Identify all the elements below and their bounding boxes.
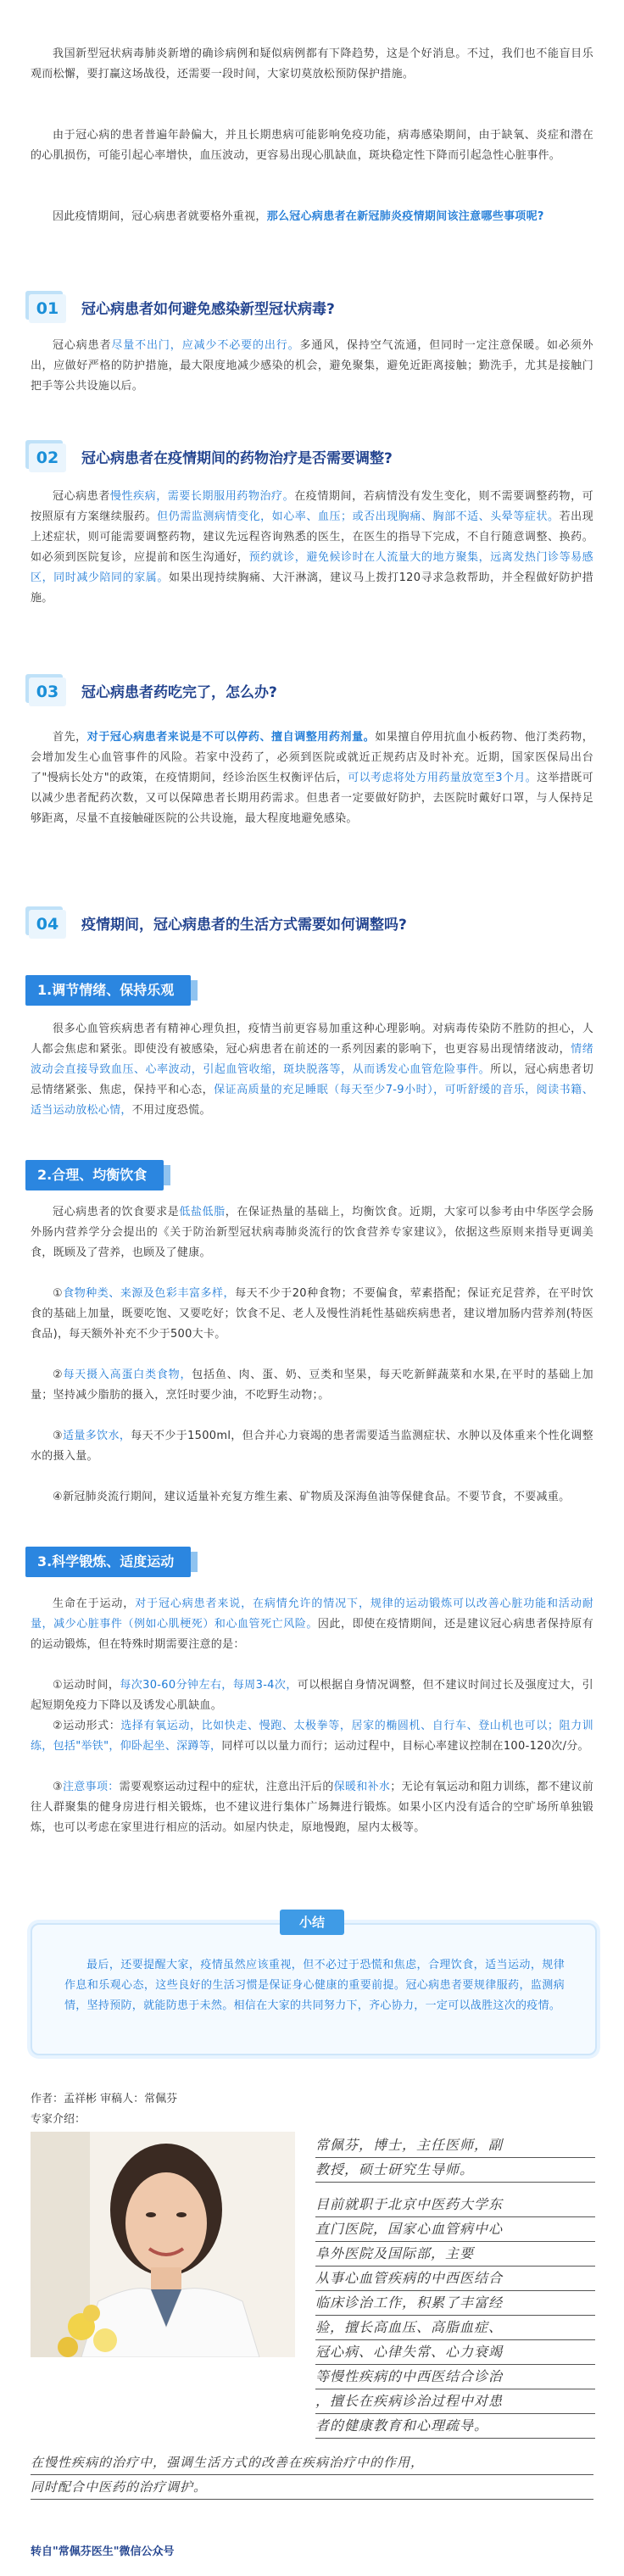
summary-tag: 小结 xyxy=(280,1910,344,1935)
exercise-item-2: ②运动形式：选择有氧运动，比如快走、慢跑、太极拳等，居家的椭圆机、自行车、登山机也可以；阻力训练，包括"举铁"，仰卧起坐、深蹲等，同样可以以量力而行；运动过程中，目标心率建议控制在100-120次/分。 xyxy=(31,1720,593,1753)
expert-bio-closing xyxy=(31,2451,593,2500)
diet-body: 冠心病患者的饮食要求是低盐低脂，在保证热量的基础上，均衡饮食。近期，大家可以参考由中华医学会肠外肠内营养学分会提出的《关于防治新型冠状病毒肺炎流行的饮食营养专家建议》，依据这些原则来指导更调美食，既顾及了营养，也顾及了健康。 xyxy=(31,1206,593,1259)
intro-question: 那么冠心病患者在新冠肺炎疫情期间该注意哪些事项呢? xyxy=(266,210,544,223)
section-04-title: 疫情期间，冠心病患者的生活方式需要如何调整吗? xyxy=(81,916,407,934)
expert-intro-label: 专家介绍： xyxy=(31,2113,86,2126)
bio-line: 直门医院，国家心血管病中心 xyxy=(315,2217,595,2242)
diet-item-4: ④新冠肺炎流行期间，建议适量补充复方维生素、矿物质及深海鱼油等保健食品。不要节食，不要减重。 xyxy=(53,1491,571,1503)
section-number-badge: 03 xyxy=(25,674,66,706)
section-04-header xyxy=(25,904,407,941)
section-01-body: 冠心病患者尽量不出门，应减少不必要的出行。多通风，保持空气流通，但同时一定注意保暖。如必须外出，应做好严格的防护措施，最大限度地减少感染的机会，避免聚集，避免近距离接触；勤洗手，尤其是接触门把手等公共设施以后。 xyxy=(31,339,593,393)
bio-line: 常佩芬，博士，主任医师，副 xyxy=(315,2133,595,2158)
subheading-emotion: 1.调节情绪、保持乐观 xyxy=(25,975,191,1006)
source-footer: 转自"常佩芬医生"微信公众号 xyxy=(31,2545,175,2558)
intro-paragraph-3: 因此疫情期间，冠心病患者就要格外重视，那么冠心病患者在新冠肺炎疫情期间该注意哪些事项呢? xyxy=(53,210,544,223)
section-02-header xyxy=(25,438,393,475)
author-line: 作者：孟祥彬 审稿人：常佩芬 xyxy=(31,2093,178,2105)
diet-item-1: ①食物种类、来源及色彩丰富多样，每天不少于20种食物；不要偏食，荤素搭配；保证充足营养，在平时饮食的基础上加量，既要吃饱、又要吃好；饮食不足、老人及慢性消耗性基础疾病患者，建议增加肠内营养剂(特医食品)，每天额外补充不少于500大卡。 xyxy=(31,1287,593,1341)
diet-item-3: ③适量多饮水，每天不少于1500ml，但合并心力衰竭的患者需要适当监测症状、水肿以及体重来个性化调整水的摄入量。 xyxy=(31,1430,593,1463)
emotion-body: 很多心血管疾病患者有精神心理负担，疫情当前更容易加重这种心理影响。对病毒传染防不胜防的担心，人人都会焦虑和紧张。即使没有被感染，冠心病患者在前述的一系列因素的影响下，也更容易出现情绪波动，情绪波动会直接导致血压、心率波动，引起血管收缩，斑块脱落等，从而诱发心血管危险事件。所以，冠心病患者切忌情绪紧张、焦虑，保持平和心态，保证高质量的充足睡眠（每天至少7-9小时），可听舒缓的音乐，阅读书籍、适当运动放松心情，不用过度恐慌。 xyxy=(31,1023,593,1117)
bio-line: 目前就职于北京中医药大学东 xyxy=(315,2193,595,2217)
bio-line: 在慢性疾病的治疗中，强调生活方式的改善在疾病治疗中的作用， xyxy=(31,2451,593,2475)
section-02-title: 冠心病患者在疫情期间的药物治疗是否需要调整? xyxy=(81,449,393,467)
intro-paragraph-1: 我国新型冠状病毒肺炎新增的确诊病例和疑似病例都有下降趋势，这是个好消息。不过，我们也不能盲目乐观而松懈，要打赢这场战役，还需要一段时间，大家切莫放松预防保护措施。 xyxy=(31,47,593,81)
subheading-diet: 2.合理、均衡饮食 xyxy=(25,1160,164,1190)
expert-bio-block xyxy=(315,2133,595,2439)
summary-box xyxy=(31,1923,597,2055)
bio-line: 冠心病、心律失常、心力衰竭 xyxy=(315,2340,595,2365)
bio-line: 等慢性疾病的中西医结合诊治 xyxy=(315,2365,595,2389)
bio-line: 同时配合中医药的治疗调护。 xyxy=(31,2475,593,2500)
section-03-header xyxy=(25,672,277,709)
bio-line: 阜外医院及国际部，主要 xyxy=(315,2242,595,2267)
exercise-item-3: ③注意事项：需要观察运动过程中的症状，注意出汗后的保暖和补水；无论有氧运动和阻力训练，都不建议前往人群聚集的健身房进行相关锻炼，也不建议进行集体广场舞进行锻炼。如果小区内没有适合的空旷场所单独锻炼，也可以考虑在家里进行相应的活动。如屋内快走，原地慢跑，屋内太极等。 xyxy=(31,1781,593,1834)
section-01-header xyxy=(25,288,335,326)
bio-line: 者的健康教育和心理疏导。 xyxy=(315,2414,595,2439)
bio-line: 教授，硕士研究生导师。 xyxy=(315,2158,595,2183)
intro-paragraph-2: 由于冠心病的患者普遍年龄偏大，并且长期患病可能影响免疫功能，病毒感染期间，由于缺氧、炎症和潜在的心肌损伤，可能引起心率增快，血压波动，更容易出现心肌缺血，斑块稳定性下降而引起急性心脏事件。 xyxy=(31,129,593,162)
diet-item-2: ②每天摄入高蛋白类食物，包括鱼、肉、蛋、奶、豆类和坚果，每天吃新鲜蔬菜和水果,在平时的基础上加量；坚持减少脂肪的摄入，烹饪时要少油，不吃野生动物；。 xyxy=(31,1369,593,1402)
bio-line: 验，擅长高血压、高脂血症、 xyxy=(315,2316,595,2340)
section-03-title: 冠心病患者药吃完了，怎么办? xyxy=(81,683,277,701)
section-03-body: 首先，对于冠心病患者来说是不可以停药、擅自调整用药剂量。如果擅自停用抗血小板药物、他汀类药物，会增加发生心血管事件的风险。若家中没药了，必须到医院或就近正规药店及时补充。近期，国家医保局出台了"慢病长处方"的政策，在疫情期间，经诊治医生权衡评估后，可以考虑将处方用药量放宽至3个月。这举措既可以减少患者配药次数，又可以保障患者长期用药需求。但患者一定要做好防护，去医院时戴好口罩，与人保持足够距离，尽量不直接触碰医院的公共设施，最大程度地避免感染。 xyxy=(31,731,593,825)
bio-line: 临床诊治工作，积累了丰富经 xyxy=(315,2291,595,2316)
summary-text: 最后，还要提醒大家，疫情虽然应该重视，但不必过于恐慌和焦虑，合理饮食，适当运动，规律作息和乐观心态，这些良好的生活习惯是保证身心健康的重要前提。冠心病患者要规律服药，监测病情，坚持预防，就能防患于未然。相信在大家的共同努力下，齐心协力，一定可以战胜这次的疫情。 xyxy=(64,1959,565,2012)
section-02-body: 冠心病患者慢性疾病，需要长期服用药物治疗。在疫情期间，若病情没有发生变化，则不需要调整药物，可按照原有方案继续服药。但仍需监测病情变化，如心率、血压；或否出现胸痛、胸部不适、头晕等症状。若出现上述症状，则可能需要调整药物，建议先远程咨询熟悉的医生，在医生的指导下完成，不自行随意调整、换药。如必须到医院复诊，应提前和医生沟通好，预约就诊，避免候诊时在人流量大的地方聚集，远离发热门诊等易感区，同时减少陪同的家属。如果出现持续胸痛、大汗淋漓，建议马上拨打120寻求急救帮助，并全程做好防护措施。 xyxy=(31,490,593,605)
subheading-exercise: 3.科学锻炼、适度运动 xyxy=(25,1547,191,1577)
expert-photo xyxy=(31,2132,295,2357)
exercise-body: 生命在于运动，对于冠心病患者来说，在病情允许的情况下，规律的运动锻炼可以改善心脏功能和活动耐量，减少心脏事件（例如心肌梗死）和心血管死亡风险。因此，即使在疫情期间，还是建议冠心病患者保持原有的运动锻炼，但在特殊时期需要注意的是： xyxy=(31,1597,594,1651)
section-number-badge: 04 xyxy=(25,906,66,939)
section-number-badge: 01 xyxy=(25,291,66,323)
exercise-item-1: ①运动时间，每次30-60分钟左右，每周3-4次，可以根据自身情况调整，但不建议时间过长及强度过大，引起短期免疫力下降以及诱发心肌缺血。 xyxy=(31,1679,593,1712)
bio-line: 从事心血管疾病的中西医结合 xyxy=(315,2267,595,2291)
section-01-title: 冠心病患者如何避免感染新型冠状病毒? xyxy=(81,300,335,318)
section-number-badge: 02 xyxy=(25,440,66,472)
bio-line: ，擅长在疾病诊治过程中对患 xyxy=(315,2389,595,2414)
